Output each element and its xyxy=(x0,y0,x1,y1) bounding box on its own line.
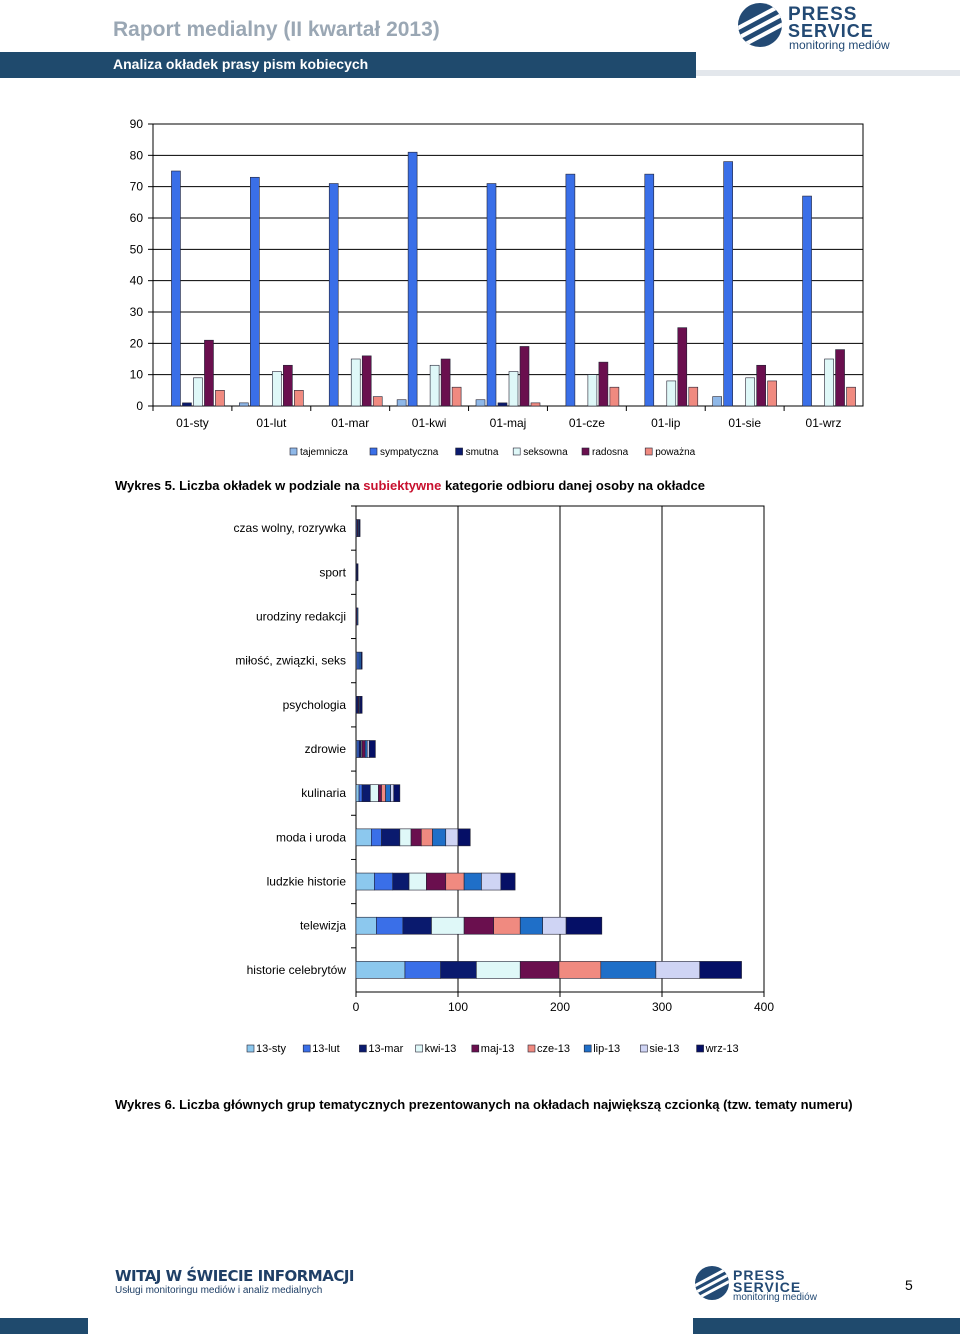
chart1-caption-prefix: Wykres 5. Liczba okładek w podziale na xyxy=(115,478,364,493)
bar-segment xyxy=(371,829,381,846)
page-number: 5 xyxy=(905,1277,913,1293)
bar-segment xyxy=(464,917,494,934)
bar-segment xyxy=(393,873,409,890)
bar-segment xyxy=(441,961,477,978)
y-tick-label: 0 xyxy=(136,399,143,413)
x-tick-label: 01-sty xyxy=(176,416,209,430)
x-tick-label: 01-cze xyxy=(568,416,605,430)
bar-segment xyxy=(357,564,358,581)
footer-logo-word-press: PRESS xyxy=(733,1267,786,1283)
y-tick-label: telewizja xyxy=(299,918,346,933)
legend-label: kwi-13 xyxy=(424,1043,457,1055)
bar-segment xyxy=(446,873,464,890)
legend-label: 13-mar xyxy=(368,1043,404,1055)
logo-tagline: monitoring mediów xyxy=(789,38,890,52)
y-tick-label: 80 xyxy=(129,148,143,163)
x-tick-label: 300 xyxy=(651,1000,673,1014)
legend-swatch xyxy=(472,1045,479,1052)
bar-segment xyxy=(403,917,432,934)
legend-label: poważna xyxy=(655,447,696,458)
y-tick-label: psychologia xyxy=(282,697,346,712)
legend-label: tajemnicza xyxy=(300,447,348,458)
bar-segment xyxy=(359,652,361,669)
footer-subtitle: Usługi monitoringu mediów i analiz medialnych xyxy=(115,1285,323,1296)
footer-logo-tagline: monitoring mediów xyxy=(733,1292,817,1303)
bar-segment xyxy=(656,961,700,978)
footer-logo-mark-icon xyxy=(695,1266,729,1300)
bar-segment xyxy=(476,961,520,978)
legend-label: maj-13 xyxy=(480,1043,515,1055)
x-tick-label: 01-kwi xyxy=(411,416,447,430)
bar-segment xyxy=(501,873,515,890)
bar-segment xyxy=(481,873,500,890)
legend-swatch xyxy=(247,1045,254,1052)
bar-segment xyxy=(367,741,369,758)
y-tick-label: 30 xyxy=(129,305,143,319)
bar-segment xyxy=(433,829,446,846)
bar-segment xyxy=(378,785,381,802)
bar-segment xyxy=(359,785,362,802)
footer-title: WITAJ W ŚWIECIE INFORMACJI xyxy=(115,1267,354,1285)
bar-segment xyxy=(426,873,445,890)
y-tick-label: 90 xyxy=(129,117,143,131)
legend-label: 13-lut xyxy=(312,1043,340,1055)
y-tick-label: sport xyxy=(319,565,346,580)
y-tick-label: czas wolny, rozrywka xyxy=(233,521,346,536)
chart1-caption-suffix: kategorie odbioru danej osoby na okładce xyxy=(441,478,705,493)
x-tick-label: 100 xyxy=(447,1000,469,1014)
bar-segment xyxy=(382,785,386,802)
legend-swatch xyxy=(416,1045,423,1052)
legend-label: 13-sty xyxy=(256,1043,286,1055)
bar-segment xyxy=(700,961,742,978)
legend-swatch xyxy=(697,1045,704,1052)
footer-bar-right xyxy=(693,1318,960,1334)
y-tick-label: 70 xyxy=(129,179,143,194)
footer-logo-word-service: SERVICE xyxy=(733,1279,802,1295)
bar-segment xyxy=(431,917,464,934)
bar-segment xyxy=(559,961,601,978)
bar-segment xyxy=(458,829,470,846)
x-tick-label: 01-wrz xyxy=(805,416,842,430)
legend-swatch xyxy=(359,1045,366,1052)
bar-segment xyxy=(356,785,359,802)
legend-label: sympatyczna xyxy=(380,447,439,458)
x-tick-label: 01-lip xyxy=(651,416,681,430)
bar-segment xyxy=(357,741,359,758)
report-title: Raport medialny (II kwartał 2013) xyxy=(113,18,440,41)
bar-segment xyxy=(409,873,426,890)
bar-segment xyxy=(386,785,391,802)
bar-segment xyxy=(382,829,400,846)
bar-segment xyxy=(356,696,358,713)
bar-segment xyxy=(365,741,367,758)
legend-label: lip-13 xyxy=(593,1043,621,1055)
logo-word-service: SERVICE xyxy=(788,21,874,41)
bar-segment xyxy=(566,917,602,934)
bar-segment xyxy=(601,961,656,978)
x-tick-label: 01-maj xyxy=(489,416,527,430)
bar-segment xyxy=(520,917,542,934)
legend-swatch xyxy=(303,1045,310,1052)
legend-label: sie-13 xyxy=(649,1043,680,1055)
bar-segment xyxy=(356,917,376,934)
bar-segment xyxy=(356,961,405,978)
y-tick-label: 40 xyxy=(129,273,143,288)
footer-bar-left xyxy=(0,1318,88,1334)
legend-label: cze-13 xyxy=(537,1043,571,1055)
footer-logo xyxy=(695,1265,835,1305)
chart1-caption-highlight: subiektywne xyxy=(363,478,442,493)
bar-segment xyxy=(421,829,432,846)
bar-segment xyxy=(362,741,365,758)
x-tick-label: 01-lut xyxy=(256,416,287,430)
y-tick-label: historie celebrytów xyxy=(246,962,346,977)
legend-label: wrz-13 xyxy=(705,1043,739,1055)
bar-segment xyxy=(391,785,394,802)
legend-label: smutna xyxy=(465,447,499,458)
bar-segment xyxy=(464,873,481,890)
bar-segment xyxy=(411,829,421,846)
bar-segment xyxy=(359,741,361,758)
bar-segment xyxy=(359,520,360,537)
bar-segment xyxy=(400,829,411,846)
y-tick-label: urodziny redakcji xyxy=(255,609,346,624)
logo-word-press: PRESS xyxy=(788,4,858,25)
legend-swatch xyxy=(640,1045,647,1052)
chart2-caption: Wykres 6. Liczba głównych grup tematycznych prezentowanych na okładach największą czcionką (tzw. tematy numeru) xyxy=(115,1097,853,1112)
y-tick-label: zdrowie xyxy=(304,742,346,756)
y-tick-label: 50 xyxy=(129,242,143,257)
x-tick-label: 01-mar xyxy=(331,416,370,430)
y-tick-label: ludzkie historie xyxy=(266,874,346,889)
bar-segment xyxy=(376,917,403,934)
bar-segment xyxy=(374,873,392,890)
legend-swatch xyxy=(584,1045,591,1052)
y-tick-label: 10 xyxy=(129,367,143,382)
x-tick-label: 200 xyxy=(549,1000,571,1014)
legend-swatch xyxy=(528,1045,535,1052)
bar-segment xyxy=(446,829,458,846)
y-tick-label: miłość, związki, seks xyxy=(235,653,346,668)
bar-segment xyxy=(360,696,362,713)
bar-segment xyxy=(543,917,566,934)
y-tick-label: 60 xyxy=(129,211,143,225)
bar-segment xyxy=(356,873,374,890)
bar-segment xyxy=(394,785,400,802)
report-subtitle: Analiza okładek prasy pism kobiecych xyxy=(113,56,369,72)
x-tick-label: 01-sie xyxy=(728,416,762,430)
x-tick-label: 400 xyxy=(753,1000,775,1014)
bar-segment xyxy=(369,741,375,758)
y-tick-label: 20 xyxy=(129,336,143,351)
bar-segment xyxy=(370,785,378,802)
y-tick-label: kulinaria xyxy=(301,786,346,801)
legend-label: radosna xyxy=(592,447,629,458)
bar-segment xyxy=(357,608,358,625)
bar-segment xyxy=(356,829,371,846)
bar-segment xyxy=(361,652,362,669)
bar-segment xyxy=(494,917,521,934)
y-tick-label: moda i uroda xyxy=(275,830,346,845)
x-tick-label: 0 xyxy=(352,1000,360,1014)
bar-segment xyxy=(520,961,559,978)
legend-label: seksowna xyxy=(523,447,568,458)
bar-segment xyxy=(362,785,370,802)
bar-segment xyxy=(405,961,441,978)
bar-segment xyxy=(357,652,359,669)
